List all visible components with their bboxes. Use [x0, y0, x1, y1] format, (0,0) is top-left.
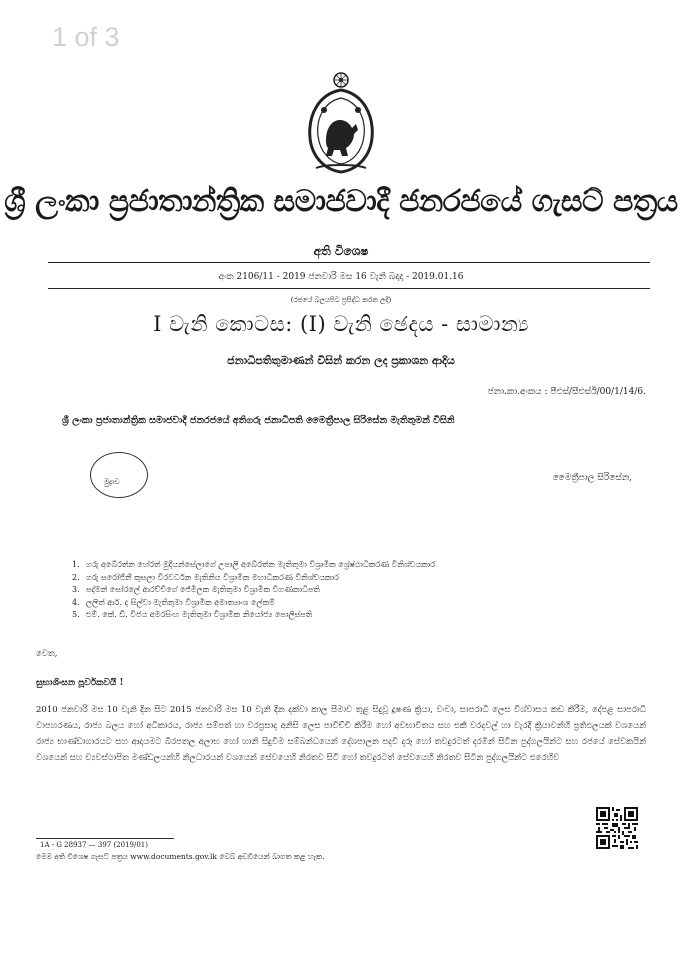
- addressee-list: [72, 560, 435, 623]
- addressee-text: ලලිත් ආර්. ද සිල්වා මැතිතුමා විශ්‍රාමික අමාත්‍යාංශ ලේකම්: [86, 597, 275, 607]
- national-emblem-icon: [302, 68, 380, 176]
- addressee-number: 1.: [72, 560, 80, 569]
- addressee-number: 2.: [72, 572, 80, 582]
- body-paragraph: 2010 ජනවාරි මස 10 වැනි දින සිට 2015 ජනවාරි මස 10 වැනි දින දක්වා කාල සීමාව තුළ සිදුවූ දූෂණ ක්‍රියා, වංචා, සාපරාධී ලෙස විශ්වාසය කඩ කිරීම, දේපළ සාපරාධී වාපහරණය, රාජ්‍ය බලය හෝ අධිකාරය, රාජ්‍ය සම්පත් හා වරප්‍රසාද අනිසි ලෙස පාවිච්චි කිරීම හෝ අවභාවිතය සහ එකී වරදවල් හා වැරදි ක්‍රියාවන්හි ප්‍රතිඵලයක් වශයෙන් රාජ්‍ය භාණ්ඩාගාරයට සහ ආදායමට බිරපතල අලාභ හෝ හානි සිදුවීම සම්බන්ධයෙන් දේශපාලන පදවි දරූ හෝ තවදුරටත් දරමින් සිටින පුද්ගලයින්ට සහ රජයේ සේවකයින් වශයෙන් සහ ව්‍යවස්ථාපිත මණ්ඩලයන්හි නිලධාරයන් වශයෙන් සේවයෙහි නිරතව සිටි හෝ තවදුරටත් සේවයෙහි නිරතව සිටින පුද්ගලයින්ට එරෙහිව: [36, 705, 646, 763]
- section-heading: ජනාධිපතිතුමාණන් විසින් කරන ලද ප්‍රකාශන ආදිය: [227, 354, 455, 367]
- header-rule-top: [48, 262, 650, 263]
- addressee-item: [72, 610, 435, 623]
- addressee-text: එම්. කේ. ඩී. විජය අමරසිංහ මැතිතුමා විශ්‍රාමික නියෝජ්‍ය පොලිස්පති: [86, 610, 313, 619]
- seal-label: මුද්‍රාව: [104, 478, 120, 486]
- header-rule-bottom: [48, 288, 650, 289]
- footer-print-code: 1A - G 28937 — 397 (2019/01): [40, 841, 148, 849]
- reference-number: ජනා.කා.අංකය : පීඑස්/සීඑස්ඊ/00/1/14/6.: [487, 387, 646, 397]
- to-line: වෙත,: [36, 649, 58, 659]
- addressee-item: [72, 585, 435, 598]
- issue-line: අංක 2106/11 - 2019 ජනවාරි මස 16 වැනි බදාදා - 2019.01.16: [218, 272, 464, 282]
- addressee-item: [72, 573, 435, 586]
- footer-download-note: මෙම අති විශෙෂ ගැසට් පත්‍රය www.documents.gov.lk වෙබ් අඩවියෙන් බාගත කළ හැක.: [36, 852, 325, 861]
- addressee-text: ගරු අබේරත්න හේරත් මුදියන්සේලාගේ උපාලි අබේරත්න මැතිතුමා විශ්‍රාමික ශ්‍රේෂ්ඨාධිකරණ විනිශ්චයකාර: [86, 560, 436, 569]
- qr-code-icon: [596, 807, 638, 849]
- seal-circle: [90, 452, 148, 498]
- greeting: සුභාශිංසන පූර්වකවයි !: [36, 678, 124, 688]
- issuer-line: ශ්‍රී ලංකා ප්‍රජාතාන්ත්‍රික සමාජවාදී ජනරජයේ අතිගරු ජනාධිපති මෛත්‍රීපාල සිරිසේන මැතිතුමන් විසිනි: [62, 415, 455, 426]
- footer-rule: [36, 838, 174, 839]
- addressee-number: 4.: [72, 597, 80, 607]
- part-heading: I වැනි කොටස: (I) වැනි ඡෙදය - සාමාන්‍ය: [153, 312, 529, 336]
- gazette-extraordinary-label: අති විශෙෂ: [313, 244, 369, 258]
- addressee-number: 5.: [72, 610, 80, 619]
- page-counter: 1 of 3: [52, 22, 120, 52]
- addressee-number: 3.: [72, 585, 80, 594]
- addressee-item: [72, 598, 435, 611]
- signature-line: මෛත්‍රීපාල සිරිසේන,: [552, 473, 632, 483]
- addressee-text: පද්මන් සෝරලේ ආරච්චිගේ ජේමිලක මැතිතුමා විශ්‍රාමික විගණකාධිපති: [86, 585, 320, 594]
- addressee-item: [72, 560, 435, 573]
- addressee-text: ගරු සරෝජිනී කුසලා වීරවර්ධන මැතිනිය විශ්‍රාමික මහාධිකරණ විනිශ්චයකාර: [86, 572, 339, 582]
- publication-note: (රජයේ බලයපිට ප්‍රසිද්ධ කරන ලදී): [290, 296, 392, 304]
- gazette-masthead-title: ශ්‍රී ලංකා ප්‍රජාතාන්ත්‍රික සමාජවාදී ජනරජයේ ගැසට් පත්‍රය: [4, 184, 678, 219]
